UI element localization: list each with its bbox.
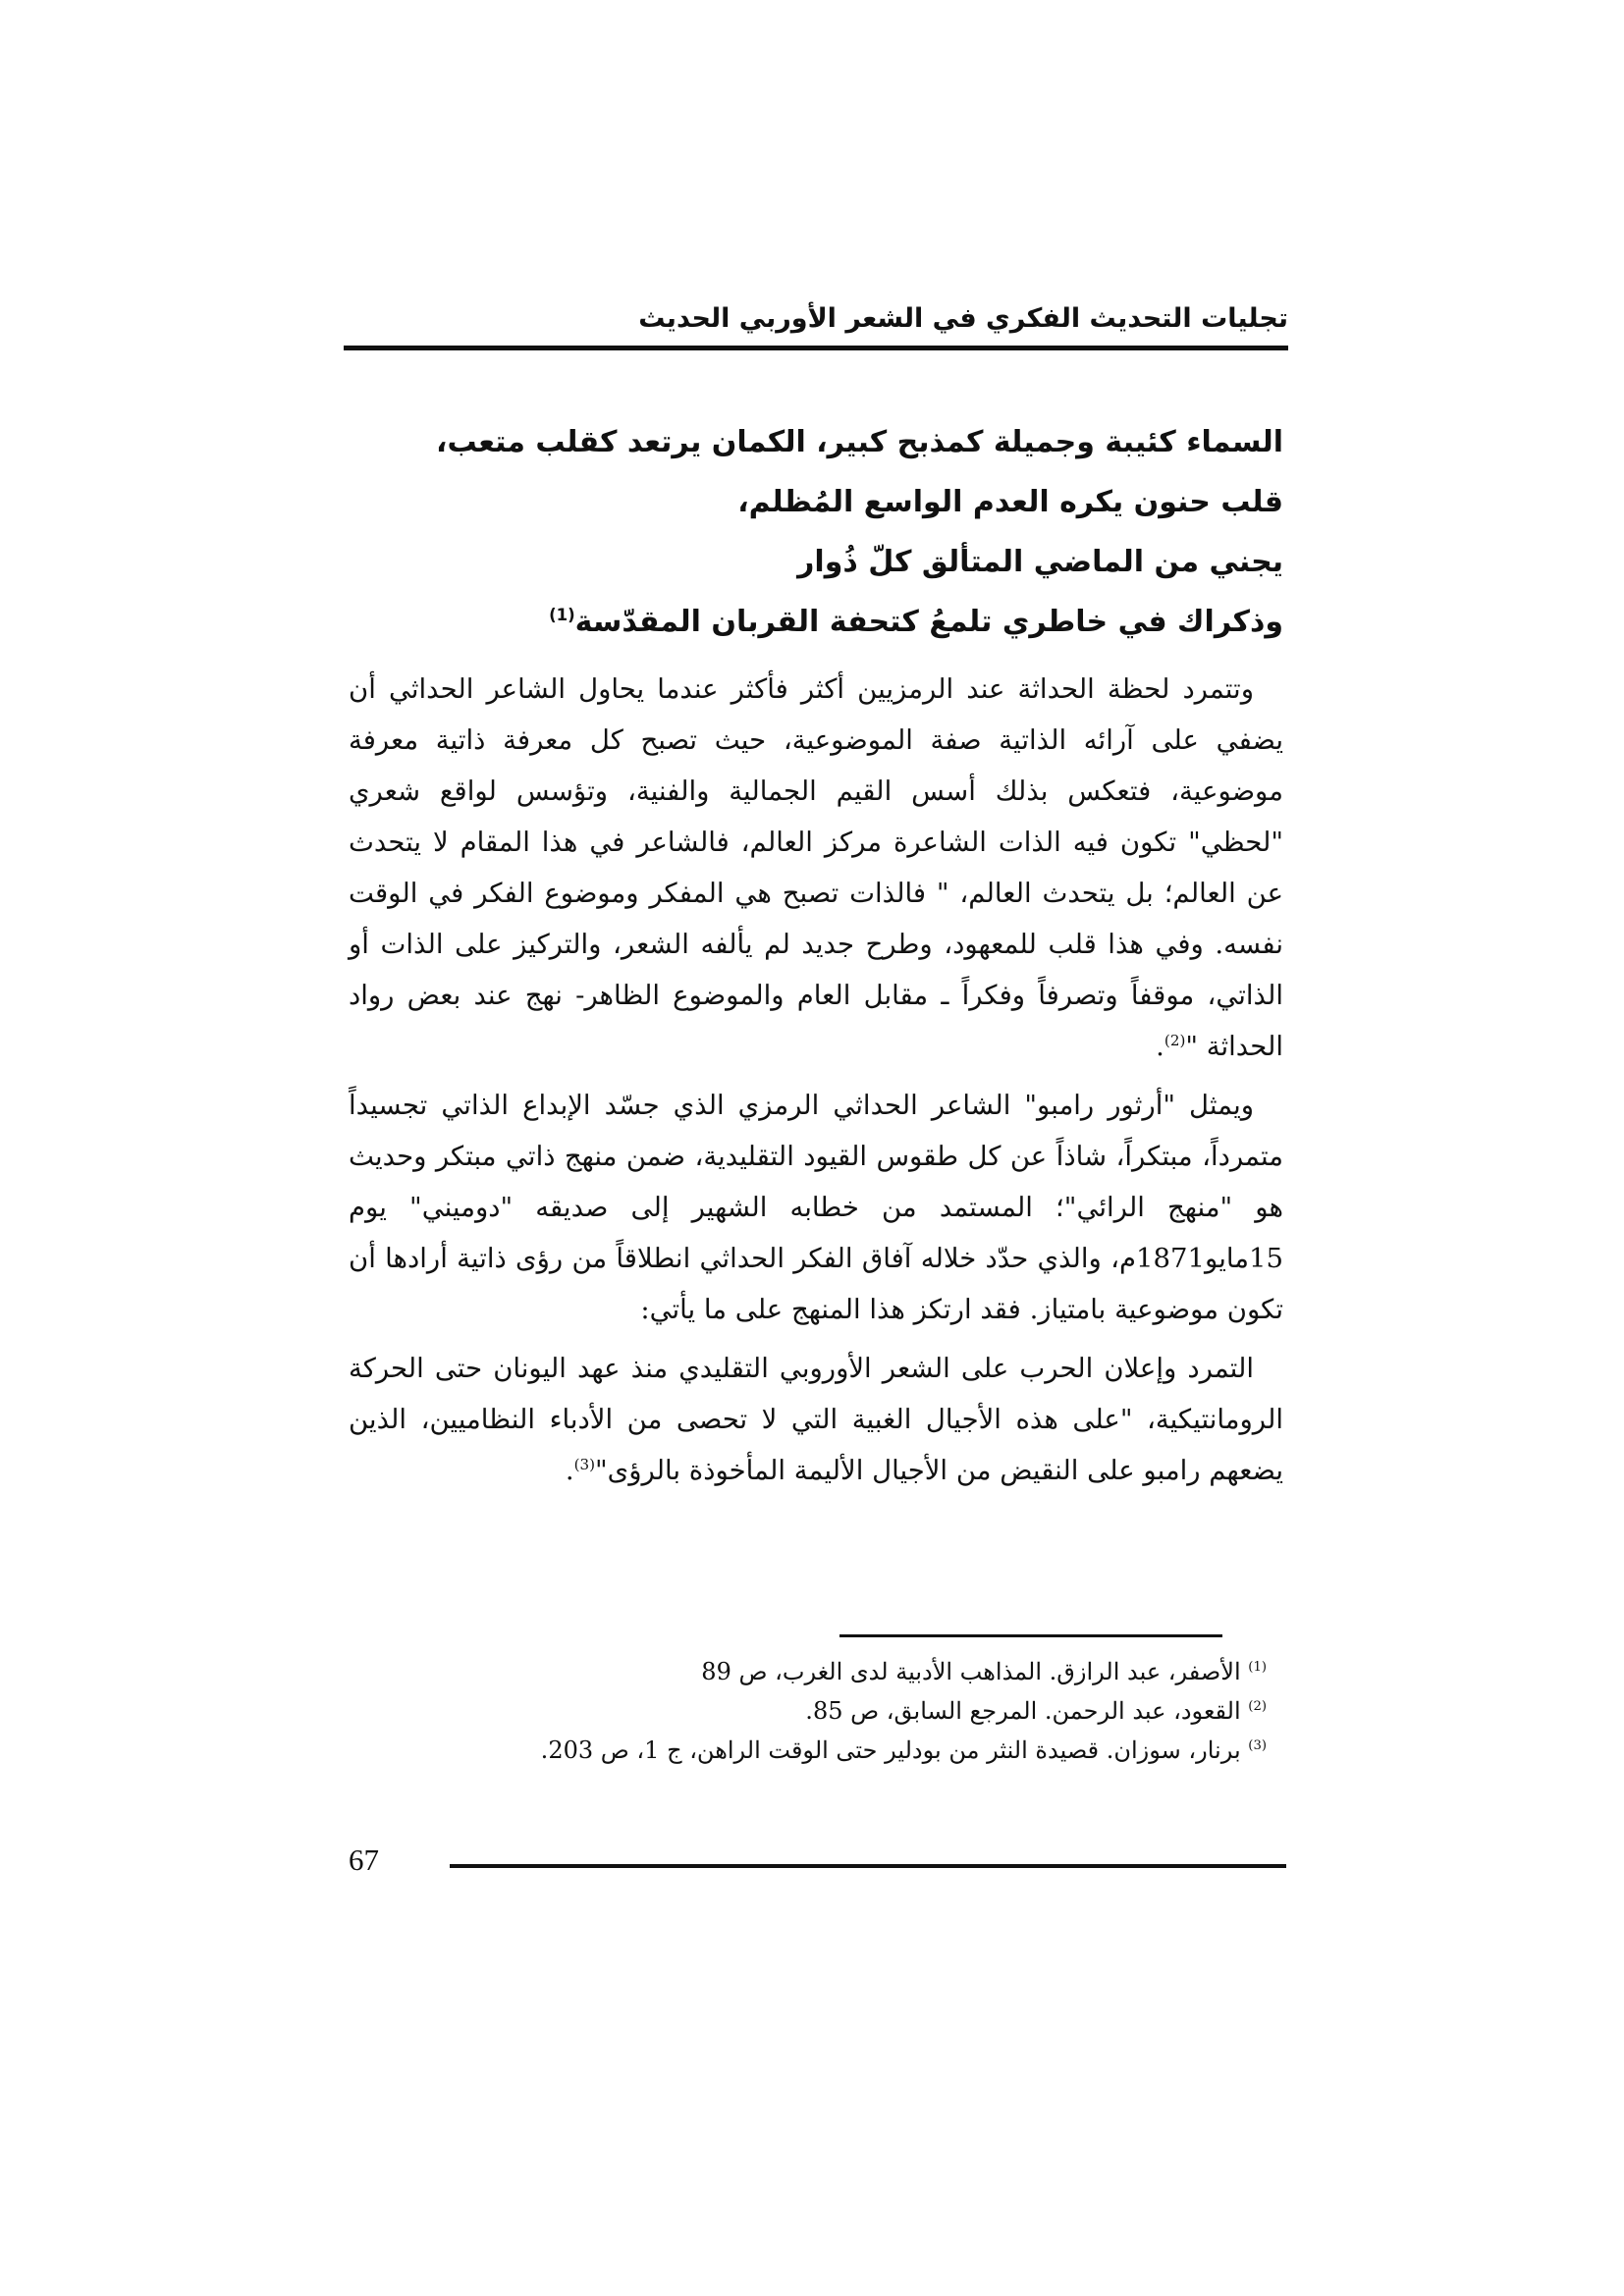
verse-text: قلب حنون يكره العدم الواسع المُظلم،	[737, 485, 1283, 519]
page-body	[349, 412, 1283, 1496]
paragraph-text: التمرد وإعلان الحرب على الشعر الأوروبي التقليدي منذ عهد اليونان حتى الحركة الرومانتيكية، "على هذه الأجيال الغبية التي لا تحصى من الأدباء النظاميين، الذين يضعهم رامبو على النقيض من الأجيال الأليمة المأخوذة بالرؤى"	[349, 1353, 1283, 1486]
footnote-number: (3)	[1248, 1738, 1267, 1753]
page-number: 67	[349, 1842, 379, 1877]
footnote-ref[interactable]: (2)	[1164, 1031, 1186, 1049]
poem-verse	[349, 472, 1283, 532]
footnote	[491, 1652, 1267, 1691]
footnote-number: (2)	[1248, 1699, 1267, 1714]
verse-text: وذكراك في خاطري تلمعُ كتحفة القربان المقدّسة	[574, 605, 1283, 639]
paragraph-tail: .	[1156, 1031, 1164, 1062]
footnote-text: الأصفر، عبد الرازق. المذاهب الأدبية لدى الغرب، ص 89	[701, 1658, 1241, 1685]
running-header: تجليات التحديث الفكري في الشعر الأوربي الحديث	[638, 303, 1288, 334]
paragraph-text: وتتمرد لحظة الحداثة عند الرمزيين أكثر فأكثر عندما يحاول الشاعر الحداثي أن يضفي على آرائه الذاتية صفة الموضوعية، حيث تصبح كل معرفة ذاتية معرفة موضوعية، فتعكس بذلك أسس القيم الجمالية والفنية، وتؤسس لواقع شعري "لحظي" تكون فيه الذات الشاعرة مركز العالم، فالشاعر في هذا المقام لا يتحدث عن العالم؛ بل يتحدث العالم، " فالذات تصبح هي المفكر وموضوع الفكر في الوقت نفسه. وفي هذا قلب للمعهود، وطرح جديد لم يألفه الشعر، والتركيز على الذات أو الذاتي، موقفاً وتصرفاً وفكراً ـ مقابل العام والموضوع الظاهر- نهج عند بعض رواد الحداثة "	[349, 673, 1283, 1062]
footnote-ref[interactable]: (1)	[549, 606, 575, 624]
footnote-text: برنار، سوزان. قصيدة النثر من بودلير حتى الوقت الراهن، ج 1، ص 203.	[540, 1736, 1241, 1764]
footnote-text: القعود، عبد الرحمن. المرجع السابق، ص 85.	[805, 1697, 1241, 1725]
poem-verse	[349, 532, 1283, 592]
verse-text: يجني من الماضي المتألق كلّ ذُوار	[797, 545, 1283, 579]
body-paragraph	[349, 664, 1283, 1072]
poem-verse	[349, 412, 1283, 472]
header-rule	[344, 346, 1288, 350]
verse-text: السماء كئيبة وجميلة كمذبح كبير، الكمان يرتعد كقلب متعب،	[436, 425, 1283, 459]
paragraph-tail: .	[565, 1455, 574, 1486]
poem-verse	[349, 592, 1283, 652]
footer-rule	[450, 1864, 1286, 1868]
footnote-number: (1)	[1248, 1660, 1267, 1675]
footnote	[491, 1731, 1267, 1770]
body-paragraph	[349, 1080, 1283, 1335]
paragraph-text: ويمثل "أرثور رامبو" الشاعر الحداثي الرمزي الذي جسّد الإبداع الذاتي تجسيداً متمرداً، مبتكراً، شاذاً عن كل طقوس القيود التقليدية، ضمن منهج ذاتي مبتكر وحديث هو "منهج الرائي"؛ المستمد من خطابه الشهير إلى صديقه "دوميني" يوم 15مايو1871م، والذي حدّد خلاله آفاق الفكر الحداثي انطلاقاً من رؤى ذاتية أرادها أن تكون موضوعية بامتياز. فقد ارتكز هذا المنهج على ما يأتي:	[349, 1090, 1283, 1325]
footnote	[491, 1691, 1267, 1731]
footnotes	[491, 1652, 1267, 1770]
body-paragraph	[349, 1343, 1283, 1496]
footnote-ref[interactable]: (3)	[573, 1455, 596, 1473]
footnote-separator	[839, 1634, 1222, 1637]
